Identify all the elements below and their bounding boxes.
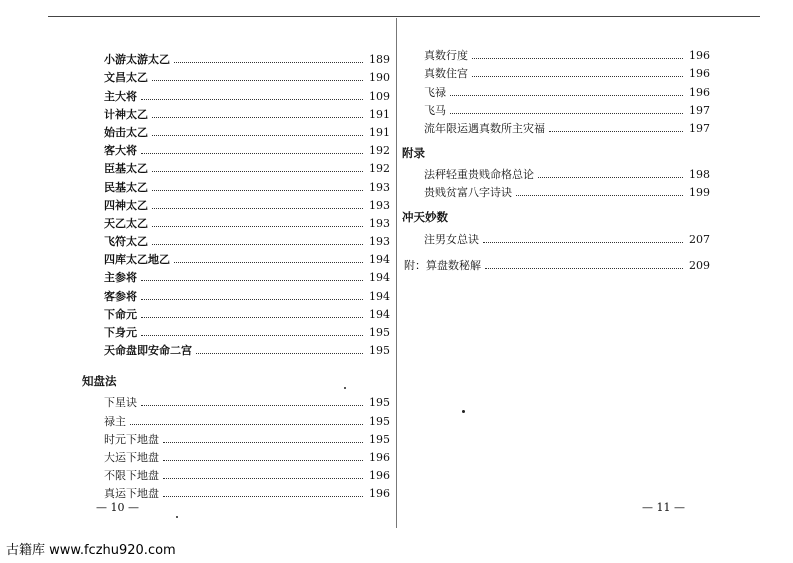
toc-page-number: 191 [369,125,390,139]
leader-dots [152,208,363,209]
leader-dots [196,353,363,354]
toc-page-number: 207 [689,232,710,246]
toc-label: 臣基太乙 [104,162,148,176]
leader-dots [472,58,683,59]
leader-dots [152,226,363,227]
toc-page-number: 193 [369,180,390,194]
toc-page-number: 196 [369,450,390,464]
toc-label: 四神太乙 [104,198,148,212]
toc-label: 不限下地盘 [104,469,159,483]
toc-label: 小游太游太乙 [104,53,170,67]
toc-page-number: 196 [369,469,390,483]
leader-dots [163,442,363,443]
leader-dots [152,244,363,245]
toc-page-number: 197 [689,103,710,117]
toc-label: 飞符太乙 [104,235,148,249]
leader-dots [163,478,363,479]
toc-page-number: 189 [369,53,390,67]
toc-entry[interactable] [400,80,710,98]
toc-label: 飞禄 [424,85,446,99]
folio-right: — 11 — [642,501,685,514]
toc-label: 真数住宫 [424,67,468,81]
toc-entry[interactable] [60,428,390,446]
toc-label: 天命盘即安命二宫 [104,344,192,358]
leader-dots [152,190,363,191]
toc-entry[interactable] [60,339,390,357]
leader-dots [152,117,363,118]
toc-label: 主参将 [104,271,137,285]
toc-entry[interactable] [60,321,390,339]
toc-page-number: 209 [689,258,710,272]
toc-label: 文昌太乙 [104,71,148,85]
toc-entry[interactable] [60,409,390,427]
leader-dots [472,76,683,77]
ink-speck [176,516,178,518]
chongtian-list [400,227,710,245]
toc-entry-appendix-suanpan[interactable] [400,254,710,272]
toc-entry[interactable] [60,66,390,84]
toc-page-number: 193 [369,216,390,230]
leader-dots [516,195,683,196]
toc-entry[interactable] [60,139,390,157]
gutter-line [396,18,397,528]
leader-dots [152,135,363,136]
toc-entry[interactable] [60,284,390,302]
toc-label: 真数行度 [424,49,468,63]
toc-page-number: 195 [369,432,390,446]
ink-speck [344,387,346,389]
toc-entry[interactable] [60,157,390,175]
toc-page-number: 192 [369,162,390,176]
leader-dots [485,268,683,269]
toc-page-number: 198 [689,168,710,182]
toc-page-number: 195 [369,396,390,410]
toc-label: 飞马 [424,103,446,117]
toc-entry[interactable] [60,230,390,248]
toc-page-number: 196 [689,67,710,81]
toc-page-number: 109 [369,89,390,103]
toc-label: 始击太乙 [104,125,148,139]
toc-label: 天乙太乙 [104,216,148,230]
ink-speck [462,410,465,413]
top-rule [48,16,760,17]
section-title-appendix: 附录 [402,145,425,160]
toc-label: 附：算盘数秘解 [404,258,481,272]
toc-page-number: 199 [689,186,710,200]
toc-label: 民基太乙 [104,180,148,194]
toc-label: 真运下地盘 [104,487,159,501]
toc-page-number: 196 [689,85,710,99]
toc-entry[interactable] [400,163,710,181]
leader-dots [174,262,363,263]
toc-entry[interactable] [60,103,390,121]
right-page [400,44,710,272]
toc-label: 贵贱贫富八字诗诀 [424,186,512,200]
leader-dots [141,280,363,281]
toc-page-number: 194 [369,307,390,321]
toc-page-number: 194 [369,289,390,303]
toc-entry[interactable] [60,391,390,409]
toc-entry[interactable] [400,44,710,62]
toc-label: 时元下地盘 [104,432,159,446]
toc-entry[interactable] [60,84,390,102]
leader-dots [483,242,683,243]
toc-entry[interactable] [60,266,390,284]
leader-dots [141,405,363,406]
toc-label: 大运下地盘 [104,450,159,464]
toc-page-number: 194 [369,271,390,285]
toc-label: 下星诀 [104,396,137,410]
left-page [60,48,390,500]
toc-label: 主大将 [104,89,137,103]
toc-label: 法秤轻重贵贱命格总论 [424,168,534,182]
toc-label: 禄主 [104,414,126,428]
left-section-list [60,391,390,500]
toc-entry[interactable] [400,227,710,245]
leader-dots [163,460,363,461]
toc-entry[interactable] [60,121,390,139]
toc-label: 流年限运遇真数所主灾福 [424,121,545,135]
leader-dots [174,62,363,63]
leader-dots [141,317,363,318]
toc-entry[interactable] [60,212,390,230]
watermark: 古籍库 www.fczhu920.com [6,543,176,558]
toc-label: 计神太乙 [104,107,148,121]
toc-entry[interactable] [60,446,390,464]
toc-entry[interactable] [400,117,710,135]
toc-label: 四库太乙地乙 [104,253,170,267]
section-title-zhipanfa: 知盘法 [82,374,117,389]
toc-label: 注男女总诀 [424,232,479,246]
leader-dots [450,113,683,114]
leader-dots [538,177,683,178]
leader-dots [141,299,363,300]
leader-dots [141,335,363,336]
folio-left: — 10 — [96,501,139,514]
toc-entry[interactable] [400,99,710,117]
leader-dots [549,131,683,132]
toc-page-number: 196 [369,487,390,501]
toc-page-number: 190 [369,71,390,85]
leader-dots [141,99,363,100]
toc-page-number: 196 [689,49,710,63]
toc-page-number: 195 [369,344,390,358]
left-toc-list [60,48,390,357]
toc-entry[interactable] [60,248,390,266]
toc-entry[interactable] [60,482,390,500]
leader-dots [130,424,363,425]
toc-entry[interactable] [60,48,390,66]
toc-label: 客参将 [104,289,137,303]
toc-page-number: 195 [369,326,390,339]
toc-entry[interactable] [60,303,390,321]
toc-entry[interactable] [60,464,390,482]
toc-entry[interactable] [400,181,710,199]
appendix-list [400,163,710,199]
toc-page-number: 191 [369,107,390,121]
toc-entry[interactable] [60,175,390,193]
toc-page-number: 194 [369,253,390,267]
leader-dots [152,171,363,172]
leader-dots [152,80,363,81]
toc-page-number: 193 [369,198,390,212]
toc-entry[interactable] [60,194,390,212]
right-toc-list [400,44,710,135]
toc-page-number: 193 [369,235,390,249]
toc-page-number: 192 [369,144,390,158]
section-title-chongtian: 冲天妙数 [402,210,448,225]
toc-label: 下命元 [104,307,137,321]
toc-page-number: 197 [689,121,710,135]
toc-entry[interactable] [400,62,710,80]
leader-dots [450,95,683,96]
toc-page-number: 195 [369,414,390,428]
leader-dots [141,153,363,154]
leader-dots [163,496,363,497]
toc-label: 客大将 [104,144,137,158]
toc-label: 下身元 [104,326,137,339]
